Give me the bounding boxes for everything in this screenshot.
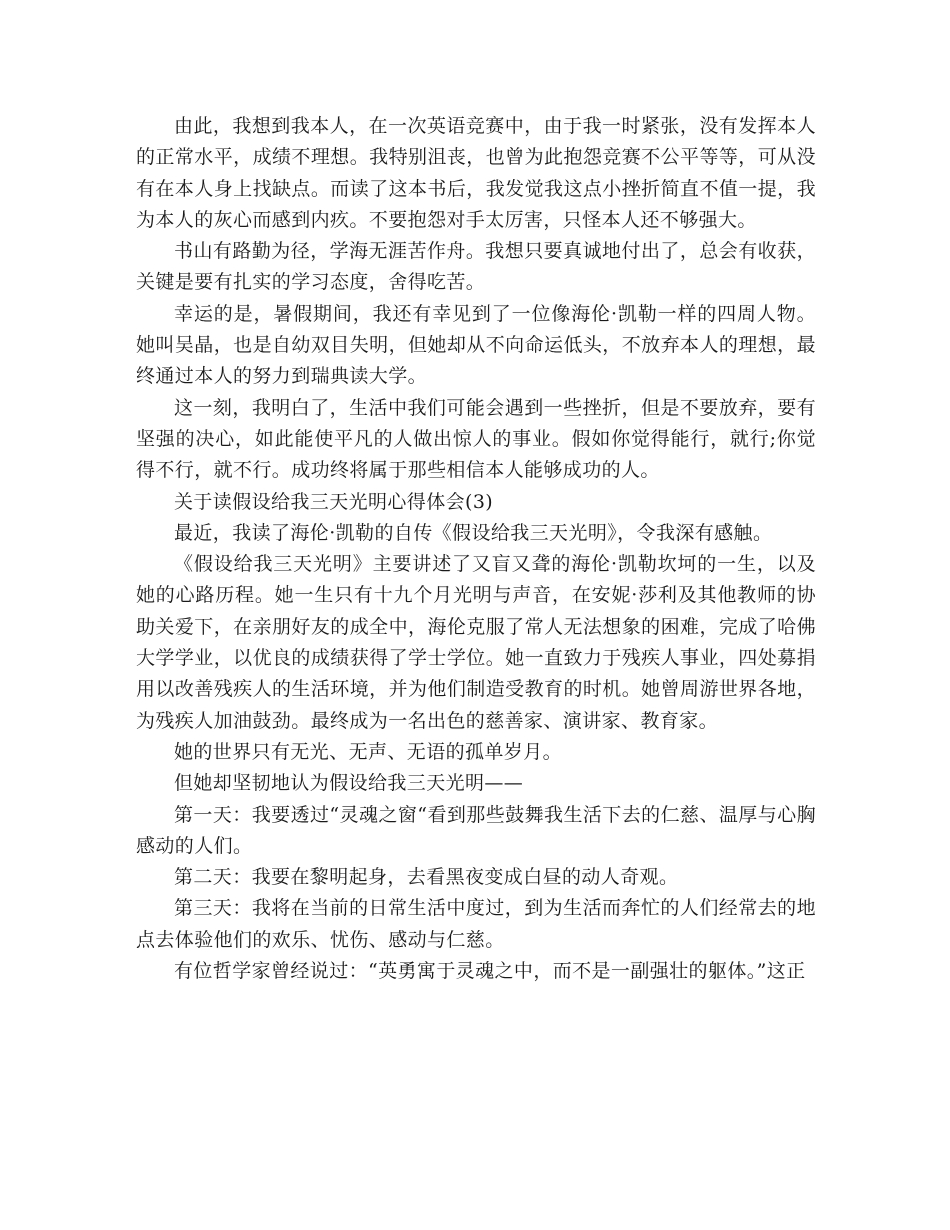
paragraph: 这一刻，我明白了，生活中我们可能会遇到一些挫折，但是不要放弃，要有坚强的决心，如此能使平凡的人做出惊人的事业。假如你觉得能行，就行;你觉得不行，就不行。成功终将属于那些相信本人能够成功的人。 (136, 396, 816, 482)
paragraph: 书山有路勤为径，学海无涯苦作舟。我想只要真诚地付出了，总会有收获，关键是要有扎实的学习态度，舍得吃苦。 (136, 240, 816, 294)
paragraph: 由此，我想到我本人，在一次英语竞赛中，由于我一时紧张，没有发挥本人的正常水平，成绩不理想。我特别沮丧，也曾为此抱怨竞赛不公平等等，可从没有在本人身上找缺点。而读了这本书后，我发觉我这点小挫折简直不值一提，我为本人的灰心而感到内疚。不要抱怨对手太厉害，只怪本人还不够强大。 (136, 115, 816, 231)
paragraph: 她的世界只有无光、无声、无语的孤单岁月。 (174, 740, 563, 763)
paragraph: 《假设给我三天光明》主要讲述了又盲又聋的海伦·凯勒坎坷的一生，以及她的心路历程。她一生只有十九个月光明与声音，在安妮·莎利及其他教师的协助关爱下，在亲朋好友的成全中，海伦克服了常人无法想象的困难，完成了哈佛大学学业，以优良的成绩获得了学士学位。她一直致力于残疾人事业，四处募捐用以改善残疾人的生活环境，并为他们制造受教育的时机。她曾周游世界各地，为残疾人加油鼓劲。最终成为一名出色的慈善家、演讲家、教育家。 (136, 553, 816, 732)
document-body (136, 111, 816, 987)
paragraph: 最近，我读了海伦·凯勒的自传《假设给我三天光明》，令我深有感触。 (174, 521, 773, 544)
paragraph: 第二天：我要在黎明起身，去看黑夜变成白昼的动人奇观。 (174, 866, 679, 889)
paragraph: 有位哲学家曾经说过：“英勇寓于灵魂之中，而不是一副强壮的躯体。”这正 (174, 960, 806, 983)
paragraph: 幸运的是，暑假期间，我还有幸见到了一位像海伦·凯勒一样的四周人物。她叫吴晶，也是自幼双目失明，但她却从不向命运低头，不放弃本人的理想，最终通过本人的努力到瑞典读大学。 (136, 302, 816, 388)
paragraph: 第三天：我将在当前的日常生活中度过，到为生活而奔忙的人们经常去的地点去体验他们的欢乐、忧伤、感动与仁慈。 (136, 897, 816, 951)
paragraph: 但她却坚韧地认为假设给我三天光明—— (174, 772, 524, 795)
paragraph: 第一天：我要透过“灵魂之窗“看到那些鼓舞我生活下去的仁慈、温厚与心胸感动的人们。 (136, 803, 816, 857)
section-heading: 关于读假设给我三天光明心得体会(3) (174, 490, 494, 513)
